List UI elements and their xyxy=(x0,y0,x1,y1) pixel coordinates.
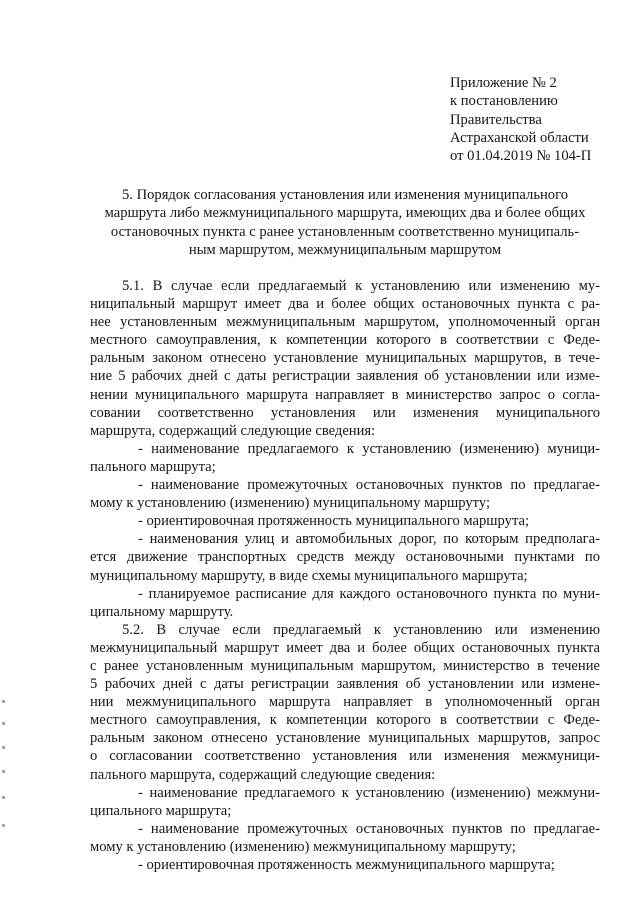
heading-line: ным маршрутом, межмуниципальным маршрутом xyxy=(188,242,502,259)
body-line: местного самоуправления, к компетенции которого в соответствии с Феде- xyxy=(90,712,600,729)
body-line: - наименование предлагаемого к установлению (изменению) муници- xyxy=(138,440,600,457)
appendix-line: от 01.04.2019 № 104-П xyxy=(450,148,592,165)
body-line: - планируемое расписание для каждого остановочного пункта по муни- xyxy=(138,585,600,602)
appendix-line: Астраханской области xyxy=(450,129,589,146)
body-line: ципального маршрута; xyxy=(90,802,232,819)
body-line: с ранее установленным муниципальным маршрутом, министерство в течение xyxy=(90,657,600,674)
body-line: межмуниципальный маршрут имеет два и более общих остановочных пункта xyxy=(90,639,600,656)
body-line: - наименования улиц и автомобильных дорог, по которым предполага- xyxy=(138,531,600,548)
body-line: - ориентировочная протяженность муниципального маршрута; xyxy=(138,513,530,530)
body-line: нении муниципального маршрута направляет в министерство запрос о согла- xyxy=(90,386,600,403)
section-heading xyxy=(80,186,610,260)
body-line: - ориентировочная протяженность межмуниципального маршрута; xyxy=(138,857,555,873)
body-line: мому к установлению (изменению) межмуниципальному маршруту; xyxy=(90,838,516,855)
body-line: 5.1. В случае если предлагаемый к установлению или изменению му- xyxy=(122,278,600,294)
body-line: нее установленным межмуниципальным маршрутом, уполномоченный орган xyxy=(90,314,600,331)
appendix-reference xyxy=(450,74,591,165)
appendix-line: Правительства xyxy=(450,111,542,128)
body-line: ципальному маршруту. xyxy=(90,603,234,620)
heading-line: остановочных пункта с ранее установленным соответственно муниципаль- xyxy=(110,223,580,240)
body-line: ние 5 рабочих дней с даты регистрации заявления об установлении или изме- xyxy=(90,368,600,385)
body-line: нии межмуниципального маршрута направляет в уполномоченный орган xyxy=(90,694,600,711)
body-line: 5 рабочих дней с даты регистрации заявления об установлении или измене- xyxy=(90,676,600,693)
body-line: ральным законом отнесено установление муниципальных маршрутов, в тече- xyxy=(90,350,600,367)
scan-margin-marks xyxy=(0,700,10,840)
appendix-line: Приложение № 2 xyxy=(450,75,557,91)
body-line: местного самоуправления, к компетенции которого в соответствии с Феде- xyxy=(90,332,600,349)
body-line: пального маршрута, содержащий следующие сведения: xyxy=(90,766,436,783)
body-line: пального маршрута; xyxy=(90,458,216,475)
body-line: ется движение транспортных средств между остановочными пунктами по xyxy=(90,549,600,566)
body-line: - наименование промежуточных остановочных пунктов по предлагае- xyxy=(138,820,600,837)
heading-line: маршрута либо межмуниципального маршрута, имеющих два и более общих xyxy=(104,205,586,222)
body-line: мому к установлению (изменению) муниципальному маршруту; xyxy=(90,495,491,512)
heading-line: 5. Порядок согласования установления или изменения муниципального xyxy=(121,187,568,203)
appendix-line: к постановлению xyxy=(450,93,558,110)
body-line: 5.2. В случае если предлагаемый к установлению или изменению xyxy=(122,621,600,638)
body-line: маршрута, содержащий следующие сведения: xyxy=(90,422,376,439)
body-line: ральным законом отнесено установление муниципальных маршрутов, запрос xyxy=(90,730,600,747)
body-line: ниципальный маршрут имеет два и более общих остановочных пункта с ра- xyxy=(90,296,600,313)
body-text xyxy=(90,277,600,874)
body-line: муниципальному маршруту, в виде схемы муниципального маршрута; xyxy=(90,567,528,584)
body-line: - наименование предлагаемого к установлению (изменению) межмуни- xyxy=(138,784,600,801)
body-line: совании соответственно установления или изменения муниципального xyxy=(90,404,600,421)
body-line: - наименование промежуточных остановочных пунктов по предлагае- xyxy=(138,477,600,494)
body-line: о согласовании соответственно установления или изменения межмуници- xyxy=(90,748,600,765)
